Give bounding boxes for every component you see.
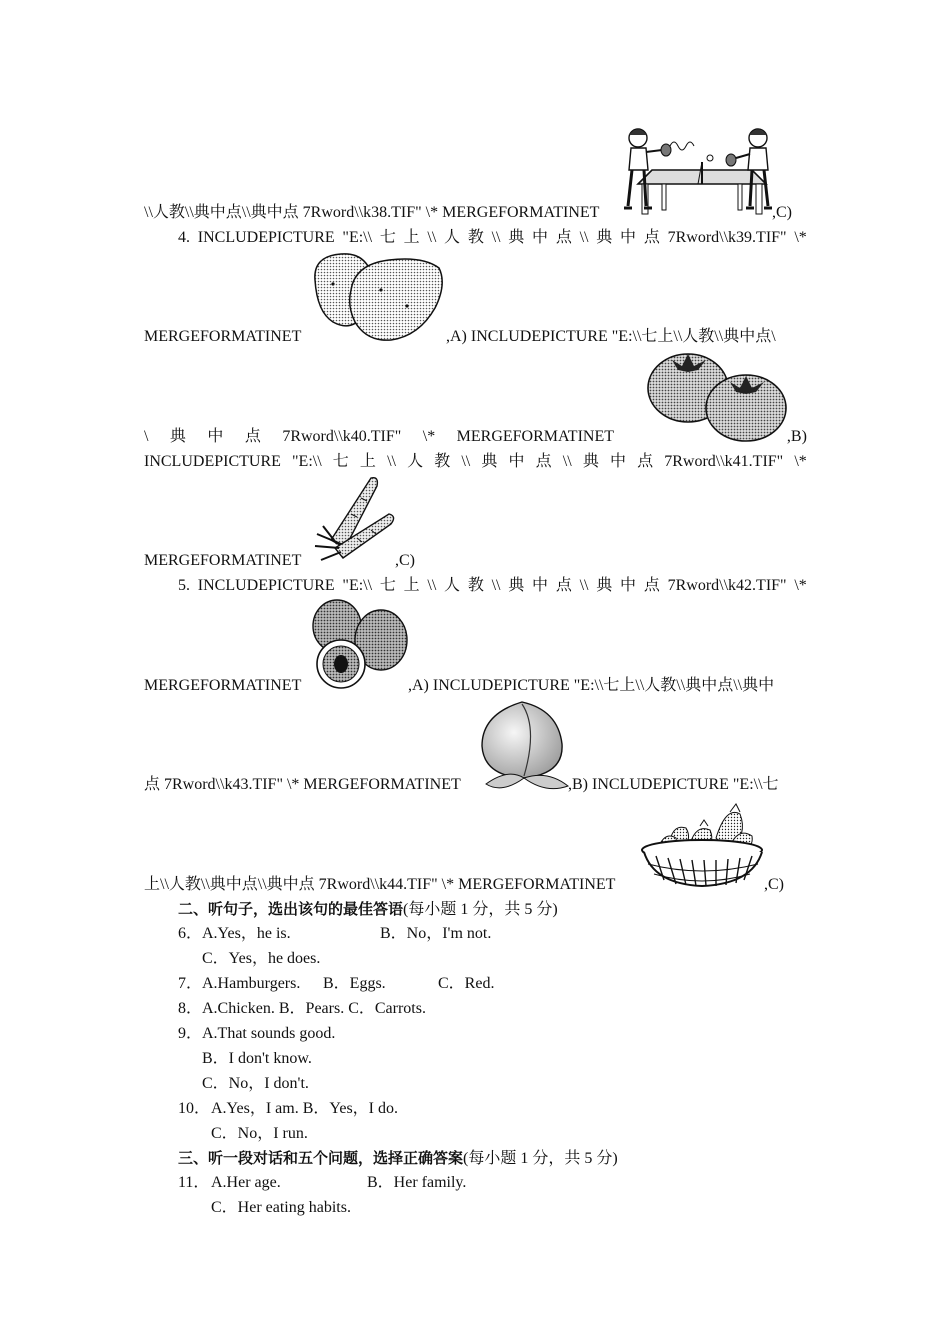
section3-title: 三、听一段对话和五个问题，选择正确答案 — [178, 1149, 464, 1167]
q3-option-c: ,C) — [772, 204, 792, 221]
q7-option-b: B．Eggs. — [323, 975, 386, 992]
q4-line-3: \ 典 中 点 7Rword\\k40.TIF" \* MERGEFORMATINET ,B) — [144, 428, 807, 445]
q11-option-c: C．Her eating habits. — [211, 1199, 351, 1216]
q11-number: 11． — [178, 1174, 210, 1191]
section3-scoring-note: (每小题 1 分，共 5 分) — [463, 1150, 618, 1167]
section2-title: 二、听句子，选出该句的最佳答语 — [178, 900, 404, 918]
q10-option-c: C．No，I run. — [211, 1125, 308, 1142]
q11-option-a: A.Her age. — [211, 1174, 281, 1191]
q8-options: A.Chicken. B．Pears. C．Carrots. — [202, 1000, 426, 1017]
q9-number: 9． — [178, 1025, 203, 1042]
q4-line-4: INCLUDEPICTURE "E:\\ 七 上 \\ 人 教 \\ 典 中 点 \\ 典 中 点 7Rword\\k41.TIF" \* — [144, 453, 807, 470]
q4-line-5: MERGEFORMATINET ,C) — [144, 552, 415, 569]
q9-option-b: B．I don't know. — [202, 1050, 312, 1067]
q3-text: \\人教\\典中点\\典中点 7Rword\\k38.TIF" \* MERGEFORMATINET — [144, 204, 600, 221]
q5-line-3: 点 7Rword\\k43.TIF" \* MERGEFORMATINET ,B) INCLUDEPICTURE "E:\\七 — [144, 776, 779, 793]
q3-tail-line — [144, 203, 807, 223]
section2-heading — [178, 899, 841, 920]
q5-line-4: 上\\人教\\典中点\\典中点 7Rword\\k44.TIF" \* MERGEFORMATINET ,C) — [144, 876, 784, 893]
q5-number: 5. — [178, 577, 190, 594]
q6-option-a: A.Yes，he is. — [202, 925, 291, 942]
q10-number: 10． — [178, 1100, 211, 1117]
q4-number: 4. — [178, 229, 190, 246]
q6-option-b: B．No，I'm not. — [380, 925, 492, 942]
q8-number: 8． — [178, 1000, 203, 1017]
q10-option-a-b: A.Yes，I am. B．Yes，I do. — [211, 1100, 398, 1117]
q9-option-a: A.That sounds good. — [202, 1025, 336, 1042]
q5-line-1: 5. INCLUDEPICTURE "E:\\ 七 上 \\ 人 教 \\ 典 中 点 \\ 典 中 点 7Rword\\k42.TIF" \* — [178, 577, 807, 594]
q6-number: 6． — [178, 925, 203, 942]
q7-number: 7． — [178, 975, 203, 992]
q11-option-b: B．Her family. — [367, 1174, 467, 1191]
q7-option-c: C．Red. — [438, 975, 495, 992]
q6-option-c: C．Yes，he does. — [202, 950, 321, 967]
section2-scoring-note: (每小题 1 分，共 5 分) — [403, 901, 558, 918]
q5-line-2: MERGEFORMATINET ,A) INCLUDEPICTURE "E:\\七上\\人教\\典中点\\典中 — [144, 677, 775, 694]
q7-option-a: A.Hamburgers. — [202, 975, 301, 992]
q4-line-1: 4. INCLUDEPICTURE "E:\\ 七 上 \\ 人 教 \\ 典 中 点 \\ 典 中 点 7Rword\\k39.TIF" \* — [178, 229, 807, 246]
q4-line-2: MERGEFORMATINET ,A) INCLUDEPICTURE "E:\\七上\\人教\\典中点\ — [144, 328, 776, 345]
section3-heading — [178, 1148, 841, 1169]
q9-option-c: C．No，I don't. — [202, 1075, 309, 1092]
